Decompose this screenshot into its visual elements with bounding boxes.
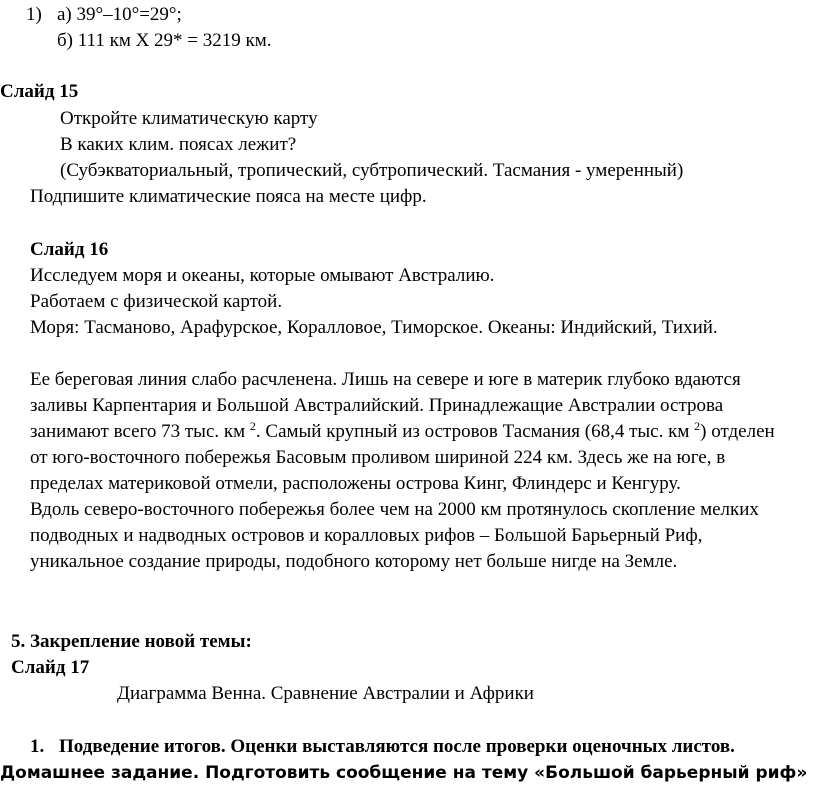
slide16-heading: Слайд 16	[30, 239, 109, 260]
section5-slide: Слайд 17	[11, 657, 90, 678]
summary-number: 1.	[30, 736, 45, 757]
answer-b: б) 111 км X 29* = 3219 км.	[57, 30, 272, 51]
slide15-line1: Откройте климатическую карту	[60, 108, 318, 129]
section5-heading: 5. Закрепление новой темы:	[11, 631, 252, 652]
paragraph-line-with-superscripts	[30, 420, 775, 444]
paragraph-text: . Самый крупный из островов Тасмания (68,4 тыс. км	[255, 421, 690, 442]
slide16-line1: Исследуем моря и океаны, которые омывают Австралию.	[30, 265, 495, 286]
paragraph-line: Вдоль северо-восточного побережья более чем на 2000 км протянулось скопление мелких	[30, 499, 759, 520]
paragraph-line: уникальное создание природы, подобного которому нет больше нигде на Земле.	[30, 551, 678, 572]
slide16-line2: Работаем с физической картой.	[30, 291, 283, 312]
superscript: 2	[249, 419, 256, 433]
paragraph-line: заливы Карпентария и Большой Австралийский. Принадлежащие Австралии острова	[30, 395, 724, 416]
paragraph-line: подводных и надводных островов и коралловых рифов – Большой Барьерный Риф,	[30, 525, 703, 546]
paragraph-text: занимают всего 73 тыс. км	[30, 421, 246, 442]
slide15-line4: Подпишите климатические пояса на месте цифр.	[30, 186, 427, 207]
answer-number: 1)	[26, 4, 42, 25]
slide16-line3: Моря: Тасманово, Арафурское, Коралловое, Тиморское. Океаны: Индийский, Тихий.	[30, 317, 718, 338]
venn-diagram-line: Диаграмма Венна. Сравнение Австралии и Африки	[117, 683, 534, 704]
summary-text: Подведение итогов. Оценки выставляются после проверки оценочных листов.	[59, 736, 735, 757]
superscript: 2	[694, 419, 701, 433]
paragraph-line: пределах материковой отмели, расположены острова Кинг, Флиндерс и Кенгуру.	[30, 473, 681, 494]
slide15-line2: В каких клим. поясах лежит?	[60, 134, 297, 155]
slide15-line3: (Субэкваториальный, тропический, субтропический. Тасмания - умеренный)	[60, 160, 684, 181]
paragraph-text: ) отделен	[700, 421, 775, 442]
paragraph-line: Ее береговая линия слабо расчленена. Лишь на севере и юге в материк глубоко вдаются	[30, 369, 741, 390]
homework-text: Домашнее задание. Подготовить сообщение на тему «Большой барьерный риф»	[0, 763, 808, 783]
slide15-heading: Слайд 15	[0, 81, 79, 102]
paragraph-line: от юго-восточного побережья Басовым проливом шириной 224 км. Здесь же на юге, в	[30, 447, 726, 468]
answer-a: а) 39°–10°=29°;	[57, 4, 182, 25]
